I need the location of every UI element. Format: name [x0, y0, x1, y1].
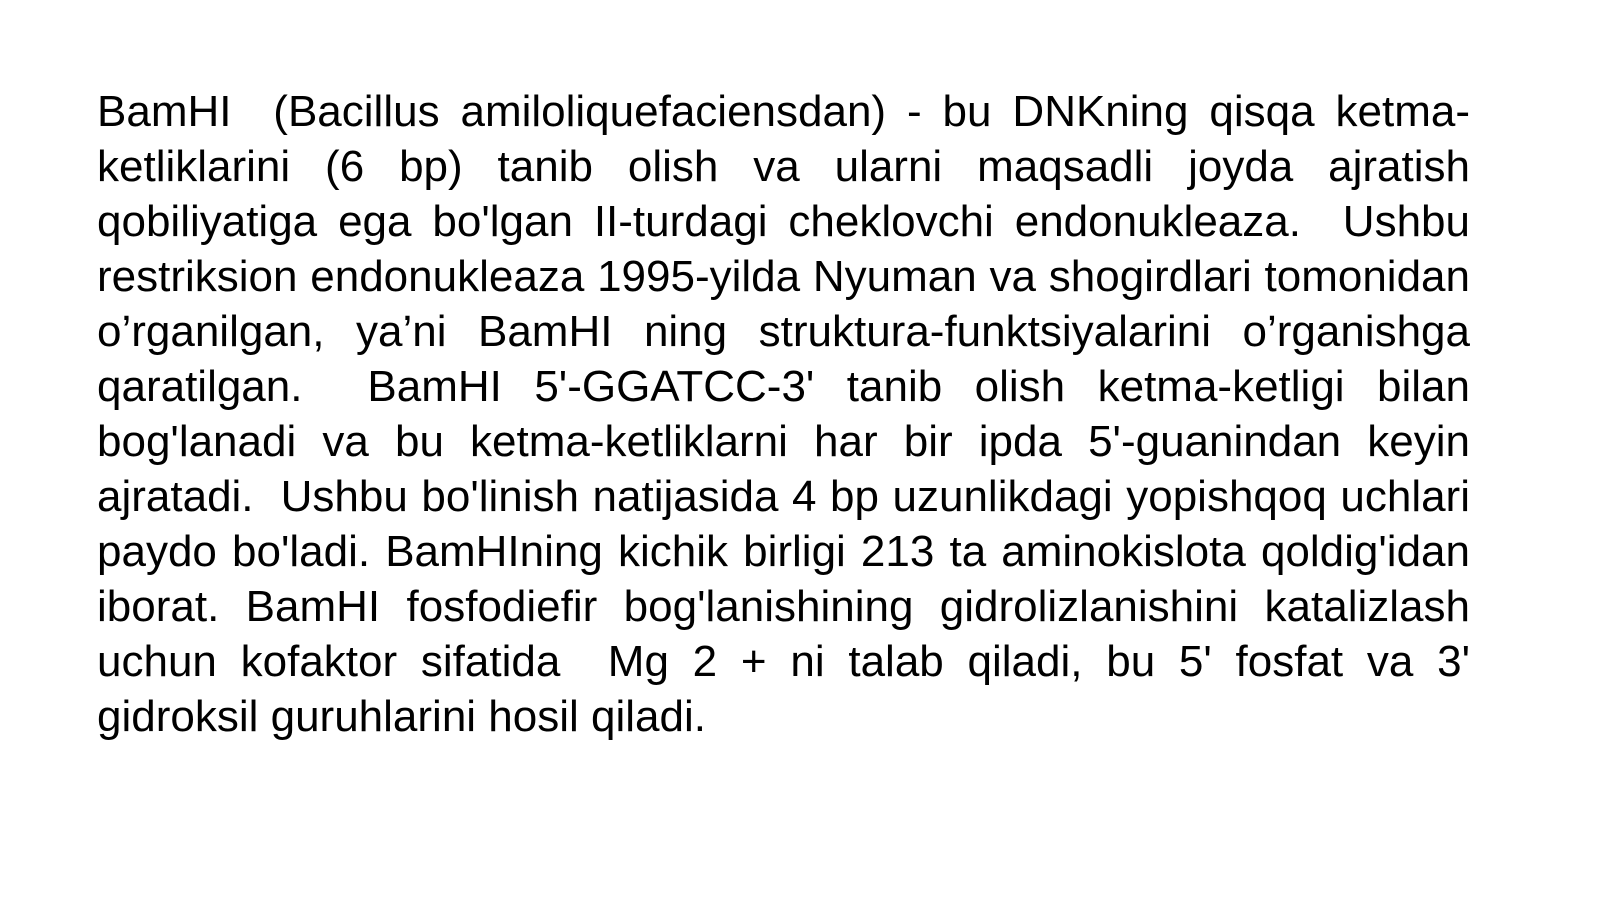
body-paragraph: BamHI (Bacillus amiloliquefaciensdan) - bu DNKning qisqa ketma-ketliklarini (6 bp) tanib olish va ularni maqsadli joyda ajratish qobiliyatiga ega bo'lgan II-turdagi cheklovchi endonukleaza. Ushbu restriksion endonukleaza 1995-yilda Nyuman va shogirdlari tomonidan o’rganilgan, ya’ni BamHI ning struktura-funktsiyalarini o’rganishga qaratilgan. BamHI 5'-GGATCC-3' tanib olish ketma-ketligi bilan bog'lanadi va bu ketma-ketliklarni har bir ipda 5'-guanindan keyin ajratadi. Ushbu bo'linish natijasida 4 bp uzunlikdagi yopishqoq uchlari paydo bo'ladi. BamHIning kichik birligi 213 ta aminokislota qoldig'idan iborat. BamHI fosfodiefir bog'lanishining gidrolizlanishini katalizlash uchun kofaktor sifatida Mg 2 + ni talab qiladi, bu 5' fosfat va 3' gidroksil guruhlarini hosil qiladi.	[97, 87, 1483, 741]
